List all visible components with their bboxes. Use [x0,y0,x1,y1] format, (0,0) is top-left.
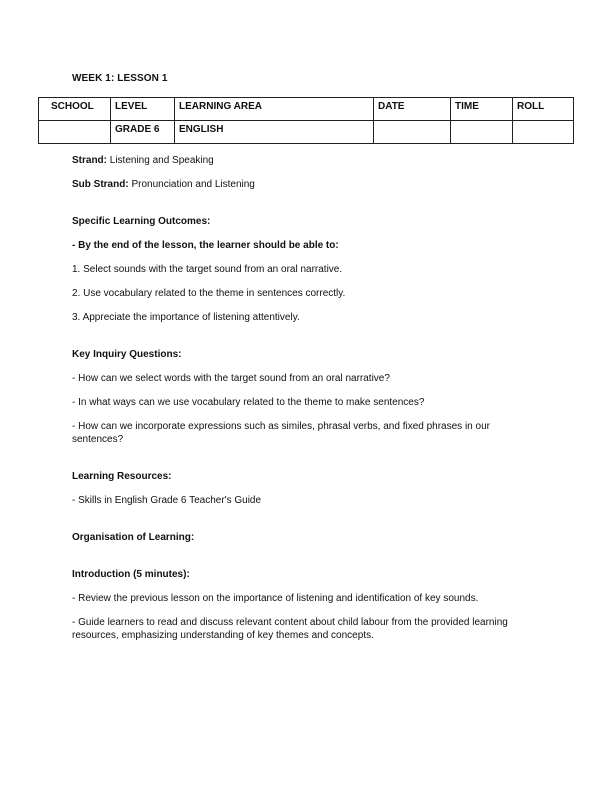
sub-strand-label: Sub Strand: [72,179,129,190]
list-item: - In what ways can we use vocabulary related to the theme to make sentences? [72,397,425,408]
list-item: - Skills in English Grade 6 Teacher's Guide [72,495,262,506]
cell-level: GRADE 6 [111,121,175,144]
header-time: TIME [451,98,513,121]
lesson-content [72,154,540,653]
header-level: LEVEL [111,98,175,121]
list-item: 3. Appreciate the importance of listening attentively. [72,312,300,323]
list-item: - How can we select words with the target sound from an oral narrative? [72,373,390,384]
table-header-row [39,98,574,121]
cell-roll [513,121,574,144]
lesson-title: WEEK 1: LESSON 1 [72,73,168,84]
strand-line [72,154,540,167]
list-item: - How can we incorporate expressions such as similes, phrasal verbs, and fixed phrases in our sentences? [72,421,490,445]
sub-strand-value: Pronunciation and Listening [128,179,255,190]
strand-value: Listening and Speaking [107,155,214,166]
header-learning-area: LEARNING AREA [175,98,374,121]
list-item: - Review the previous lesson on the importance of listening and identification of key sounds. [72,593,479,604]
questions-heading: Key Inquiry Questions: [72,349,182,360]
header-date: DATE [374,98,451,121]
introduction-heading: Introduction (5 minutes): [72,569,190,580]
outcomes-intro: - By the end of the lesson, the learner should be able to: [72,240,339,251]
outcomes-heading: Specific Learning Outcomes: [72,216,211,227]
table-row [39,121,574,144]
cell-time [451,121,513,144]
cell-date [374,121,451,144]
list-item: - Guide learners to read and discuss relevant content about child labour from the provided learning resources, emphasizing understanding of key themes and concepts. [72,617,508,641]
strand-label: Strand: [72,155,107,166]
cell-school [39,121,111,144]
header-school: SCHOOL [39,98,111,121]
list-item: 1. Select sounds with the target sound from an oral narrative. [72,264,343,275]
sub-strand-line [72,178,540,191]
header-roll: ROLL [513,98,574,121]
cell-learning-area: ENGLISH [175,121,374,144]
organisation-heading: Organisation of Learning: [72,532,195,543]
lesson-info-table [38,97,574,144]
list-item: 2. Use vocabulary related to the theme in sentences correctly. [72,288,346,299]
resources-heading: Learning Resources: [72,471,172,482]
